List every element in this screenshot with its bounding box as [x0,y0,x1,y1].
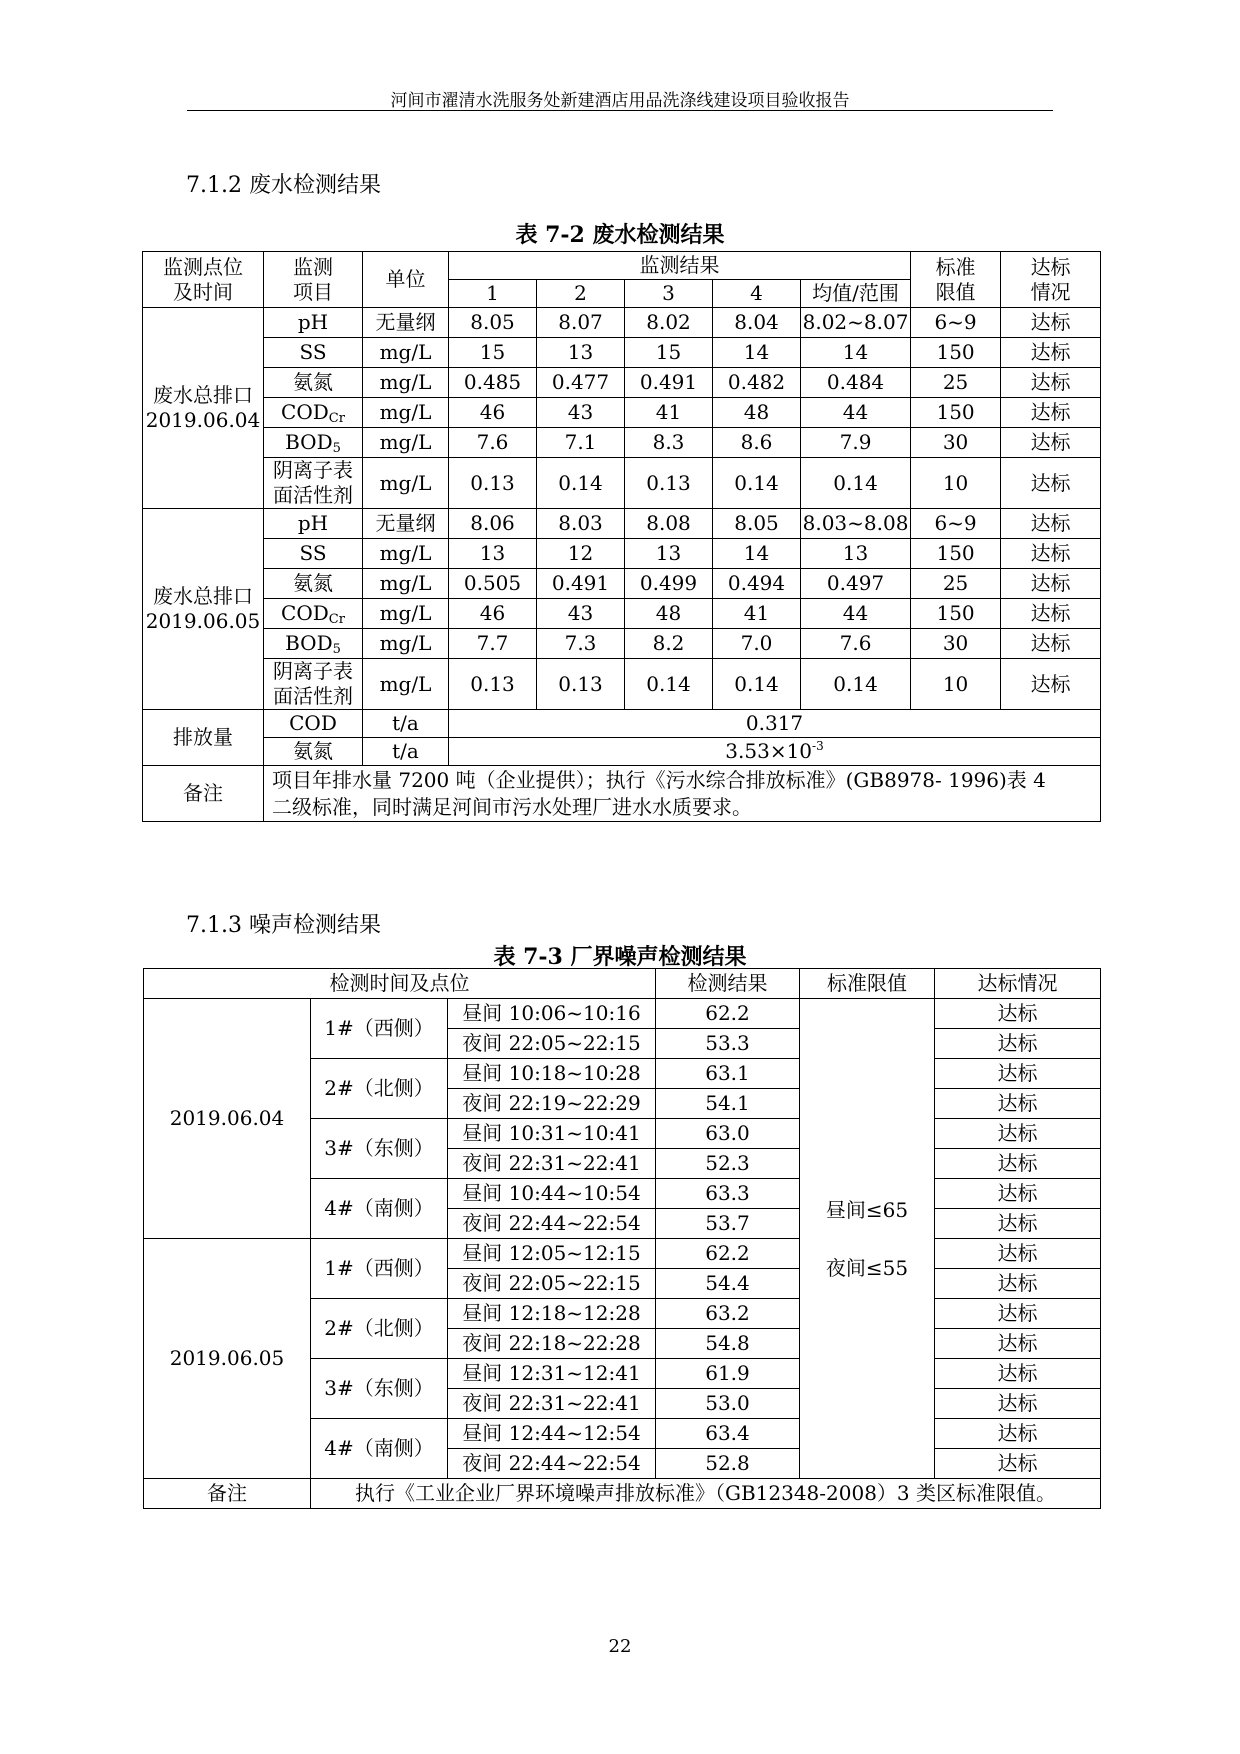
value-cell: 7.7 [449,629,537,659]
limit-cell: 6~9 [911,509,1001,539]
item-cell [264,428,363,458]
note-label: 备注 [144,1479,311,1509]
item-cell [264,398,363,428]
data-row [143,629,1101,659]
value-cell: 8.08 [625,509,713,539]
avg-cell: 7.9 [801,428,911,458]
status-cell: 达标 [1001,428,1101,458]
limit-day: 昼间≤65 [825,1197,909,1222]
data-row [143,659,1101,710]
value-cell: 13 [449,539,537,569]
sampling-point-line-1: 废水总排口 [153,584,253,608]
result-cell: 63.4 [656,1419,800,1449]
value-cell: 12 [537,539,625,569]
limit-cell: 6~9 [911,308,1001,338]
discharge-value: 0.317 [449,710,1101,738]
value-cell: 0.491 [537,569,625,599]
item-name: 氨氮 [293,571,333,595]
value-cell: 7.1 [537,428,625,458]
data-row [143,308,1101,338]
status-cell: 达标 [935,1389,1101,1419]
status-cell: 达标 [1001,308,1101,338]
header-avg: 均值/范围 [801,280,911,308]
data-row [143,428,1101,458]
note-line-1: 项目年排水量 7200 吨（企业提供）；执行《污水综合排放标准》(GB8978- 1996)表 4 [272,767,1046,792]
limit-cell: 150 [911,338,1001,368]
avg-cell: 8.02~8.07 [801,308,911,338]
value-cell: 8.3 [625,428,713,458]
sampling-point-line-2: 2019.06.04 [145,408,261,432]
note-label: 备注 [143,766,264,822]
point-cell: 1#（西侧） [311,1239,448,1299]
value-cell: 0.14 [713,458,801,509]
result-cell: 63.2 [656,1299,800,1329]
table-7-3-caption: 表 7-3 厂界噪声检测结果 [493,944,747,970]
avg-cell: 8.03~8.08 [801,509,911,539]
header-time-point: 检测时间及点位 [144,969,656,999]
header-point-time-line-2: 及时间 [173,279,233,304]
limit-night: 夜间≤55 [825,1255,909,1280]
time-cell: 昼间 12:18~12:28 [448,1299,656,1329]
avg-cell: 0.484 [801,368,911,398]
unit-cell: mg/L [363,458,449,509]
discharge-unit: t/a [363,738,449,766]
item-name: BOD [285,430,333,454]
header-rule [187,110,1053,111]
time-cell: 夜间 22:31~22:41 [448,1149,656,1179]
value-cell: 15 [449,338,537,368]
discharge-row [143,710,1101,738]
item-cell [264,509,363,539]
avg-cell: 0.14 [801,458,911,509]
value-cell: 48 [625,599,713,629]
value-cell: 8.2 [625,629,713,659]
value-cell: 48 [713,398,801,428]
value-cell: 41 [713,599,801,629]
status-cell: 达标 [1001,659,1101,710]
value-cell: 0.499 [625,569,713,599]
section-heading-7-1-2: 7.1.2 废水检测结果 [186,173,381,198]
noise-table [143,968,1101,1509]
discharge-value-exponent: -3 [812,739,824,753]
note-text [264,766,1101,822]
value-cell: 41 [625,398,713,428]
data-row [143,458,1101,509]
header-item [264,252,363,308]
value-cell: 7.6 [449,428,537,458]
time-cell: 昼间 10:31~10:41 [448,1119,656,1149]
time-cell: 昼间 10:06~10:16 [448,999,656,1029]
time-cell: 夜间 22:44~22:54 [448,1449,656,1479]
status-cell: 达标 [935,1179,1101,1209]
result-cell: 53.3 [656,1029,800,1059]
point-cell: 3#（东侧） [311,1359,448,1419]
date-cell: 2019.06.04 [144,999,311,1239]
sampling-point-cell [143,509,264,710]
status-cell: 达标 [935,1209,1101,1239]
unit-cell: mg/L [363,428,449,458]
limit-cell: 150 [911,398,1001,428]
item-line-2: 面活性剂 [273,483,353,507]
limit-cell: 150 [911,599,1001,629]
time-cell: 昼间 12:44~12:54 [448,1419,656,1449]
value-cell: 43 [537,398,625,428]
time-cell: 昼间 10:44~10:54 [448,1179,656,1209]
avg-cell: 0.14 [801,659,911,710]
header-n1: 1 [449,280,537,308]
status-cell: 达标 [1001,629,1101,659]
status-cell: 达标 [1001,338,1101,368]
header-n3: 3 [625,280,713,308]
header-item-line-1: 监测 [293,254,333,279]
page-number: 22 [608,1636,632,1657]
value-cell: 8.06 [449,509,537,539]
data-row [143,509,1101,539]
status-cell: 达标 [1001,458,1101,509]
value-cell: 13 [625,539,713,569]
status-cell: 达标 [935,1089,1101,1119]
item-name: SS [299,541,327,565]
header-n4: 4 [713,280,801,308]
limit-cell: 30 [911,629,1001,659]
status-cell: 达标 [1001,509,1101,539]
result-cell: 54.4 [656,1269,800,1299]
header-result: 检测结果 [656,969,800,999]
result-cell: 52.8 [656,1449,800,1479]
discharge-item: COD [264,710,363,738]
result-cell: 62.2 [656,1239,800,1269]
value-cell: 0.13 [449,659,537,710]
noise-row [144,1239,1101,1269]
header-n2: 2 [537,280,625,308]
value-cell: 15 [625,338,713,368]
limit-cell [800,999,935,1479]
header-unit: 单位 [363,252,449,308]
result-cell: 62.2 [656,999,800,1029]
data-row [143,539,1101,569]
item-name: COD [281,400,329,424]
item-name: BOD [285,631,333,655]
result-cell: 61.9 [656,1359,800,1389]
status-cell: 达标 [1001,599,1101,629]
limit-cell: 30 [911,428,1001,458]
result-cell: 52.3 [656,1149,800,1179]
unit-cell: mg/L [363,569,449,599]
value-cell: 0.494 [713,569,801,599]
value-cell: 46 [449,398,537,428]
item-name: 氨氮 [293,370,333,394]
item-cell [264,569,363,599]
value-cell: 0.14 [713,659,801,710]
time-cell: 昼间 12:31~12:41 [448,1359,656,1389]
value-cell: 8.05 [449,308,537,338]
value-cell: 8.6 [713,428,801,458]
point-cell: 4#（南侧） [311,1179,448,1239]
status-cell: 达标 [935,1149,1101,1179]
limit-cell: 25 [911,368,1001,398]
unit-cell: mg/L [363,629,449,659]
value-cell: 0.491 [625,368,713,398]
value-cell: 0.505 [449,569,537,599]
item-cell [264,629,363,659]
result-cell: 53.7 [656,1209,800,1239]
status-cell: 达标 [935,1029,1101,1059]
header-point-time [143,252,264,308]
point-cell: 3#（东侧） [311,1119,448,1179]
avg-cell: 7.6 [801,629,911,659]
value-cell: 14 [713,338,801,368]
status-cell: 达标 [1001,398,1101,428]
unit-cell: mg/L [363,338,449,368]
result-cell: 63.0 [656,1119,800,1149]
data-row [143,599,1101,629]
time-cell: 夜间 22:05~22:15 [448,1029,656,1059]
header-limit [911,252,1001,308]
unit-cell: mg/L [363,539,449,569]
value-cell: 7.3 [537,629,625,659]
result-cell: 53.0 [656,1389,800,1419]
status-cell: 达标 [935,1449,1101,1479]
header-status-line-2: 情况 [1030,279,1071,304]
value-cell: 8.05 [713,509,801,539]
sampling-point-line-1: 废水总排口 [153,383,253,407]
status-cell: 达标 [1001,368,1101,398]
limit-cell: 25 [911,569,1001,599]
wastewater-table [142,251,1101,822]
time-cell: 夜间 22:44~22:54 [448,1209,656,1239]
time-cell: 昼间 12:05~12:15 [448,1239,656,1269]
note-text: 执行《工业企业厂界环境噪声排放标准》（GB12348-2008）3 类区标准限值。 [311,1479,1101,1509]
status-cell: 达标 [935,1269,1101,1299]
discharge-item: 氨氮 [264,738,363,766]
time-cell: 昼间 10:18~10:28 [448,1059,656,1089]
header-point-time-line-1: 监测点位 [163,254,243,279]
item-line-1: 阴离子表 [273,458,353,482]
item-subscript: Cr [328,612,345,627]
point-cell: 1#（西侧） [311,999,448,1059]
time-cell: 夜间 22:31~22:41 [448,1389,656,1419]
table-header-row [144,969,1101,999]
value-cell: 0.485 [449,368,537,398]
header-item-line-2: 项目 [293,279,333,304]
avg-cell: 44 [801,398,911,428]
item-line-2: 面活性剂 [273,684,353,708]
item-name: COD [281,601,329,625]
header-status: 达标情况 [935,969,1101,999]
data-row [143,398,1101,428]
result-cell: 54.8 [656,1329,800,1359]
status-cell: 达标 [1001,539,1101,569]
item-subscript: 5 [332,441,341,456]
value-cell: 14 [713,539,801,569]
header-limit-line-2: 限值 [935,279,976,304]
limit-cell: 10 [911,458,1001,509]
status-cell: 达标 [935,1059,1101,1089]
avg-cell: 14 [801,338,911,368]
time-cell: 夜间 22:18~22:28 [448,1329,656,1359]
discharge-value [449,738,1101,766]
value-cell: 13 [537,338,625,368]
result-cell: 54.1 [656,1089,800,1119]
value-cell: 0.477 [537,368,625,398]
item-cell [264,539,363,569]
data-row [143,569,1101,599]
header-status [1001,252,1101,308]
result-cell: 63.3 [656,1179,800,1209]
table-7-2-caption: 表 7-2 废水检测结果 [515,222,725,248]
table-header-row [143,252,1101,280]
discharge-label: 排放量 [143,710,264,766]
header-results: 监测结果 [449,252,911,280]
item-line-1: 阴离子表 [273,659,353,683]
status-cell: 达标 [935,1329,1101,1359]
unit-cell: mg/L [363,599,449,629]
value-cell: 0.14 [537,458,625,509]
unit-cell: mg/L [363,398,449,428]
item-cell [264,458,363,509]
value-cell: 0.13 [537,659,625,710]
status-cell: 达标 [935,1299,1101,1329]
result-cell: 63.1 [656,1059,800,1089]
point-cell: 4#（南侧） [311,1419,448,1479]
status-cell: 达标 [935,1239,1101,1269]
point-cell: 2#（北侧） [311,1059,448,1119]
data-row [143,368,1101,398]
value-cell: 8.04 [713,308,801,338]
item-cell [264,308,363,338]
discharge-value-base: 3.53×10 [725,739,813,763]
note-row [144,1479,1101,1509]
unit-cell: 无量纲 [363,308,449,338]
status-cell: 达标 [935,999,1101,1029]
section-heading-7-1-3: 7.1.3 噪声检测结果 [186,913,381,938]
time-cell: 夜间 22:19~22:29 [448,1089,656,1119]
value-cell: 43 [537,599,625,629]
status-cell: 达标 [935,1119,1101,1149]
limit-cell: 150 [911,539,1001,569]
unit-cell: mg/L [363,659,449,710]
item-cell [264,659,363,710]
sampling-point-cell [143,308,264,509]
item-name: SS [299,340,327,364]
discharge-unit: t/a [363,710,449,738]
value-cell: 0.13 [625,458,713,509]
header-status-line-1: 达标 [1030,254,1071,279]
value-cell: 8.02 [625,308,713,338]
item-cell [264,338,363,368]
item-subscript: 5 [332,642,341,657]
status-cell: 达标 [935,1419,1101,1449]
status-cell: 达标 [935,1359,1101,1389]
note-row [143,766,1101,822]
value-cell: 8.03 [537,509,625,539]
note-line-2: 二级标准，同时满足河间市污水处理厂进水水质要求。 [272,794,752,819]
value-cell: 7.0 [713,629,801,659]
discharge-row [143,738,1101,766]
item-name: pH [297,511,329,535]
value-cell: 46 [449,599,537,629]
point-cell: 2#（北侧） [311,1299,448,1359]
limit-cell: 10 [911,659,1001,710]
item-cell [264,368,363,398]
item-cell [264,599,363,629]
item-subscript: Cr [328,411,345,426]
avg-cell: 44 [801,599,911,629]
running-header: 河间市濯清水洗服务处新建酒店用品洗涤线建设项目验收报告 [390,91,850,111]
value-cell: 8.07 [537,308,625,338]
date-cell: 2019.06.05 [144,1239,311,1479]
item-name: pH [297,310,329,334]
avg-cell: 13 [801,539,911,569]
noise-row [144,999,1101,1029]
header-limit: 标准限值 [800,969,935,999]
value-cell: 0.14 [625,659,713,710]
time-cell: 夜间 22:05~22:15 [448,1269,656,1299]
avg-cell: 0.497 [801,569,911,599]
status-cell: 达标 [1001,569,1101,599]
data-row [143,338,1101,368]
unit-cell: mg/L [363,368,449,398]
value-cell: 0.482 [713,368,801,398]
unit-cell: 无量纲 [363,509,449,539]
sampling-point-line-2: 2019.06.05 [145,609,261,633]
value-cell: 0.13 [449,458,537,509]
header-limit-line-1: 标准 [935,254,976,279]
